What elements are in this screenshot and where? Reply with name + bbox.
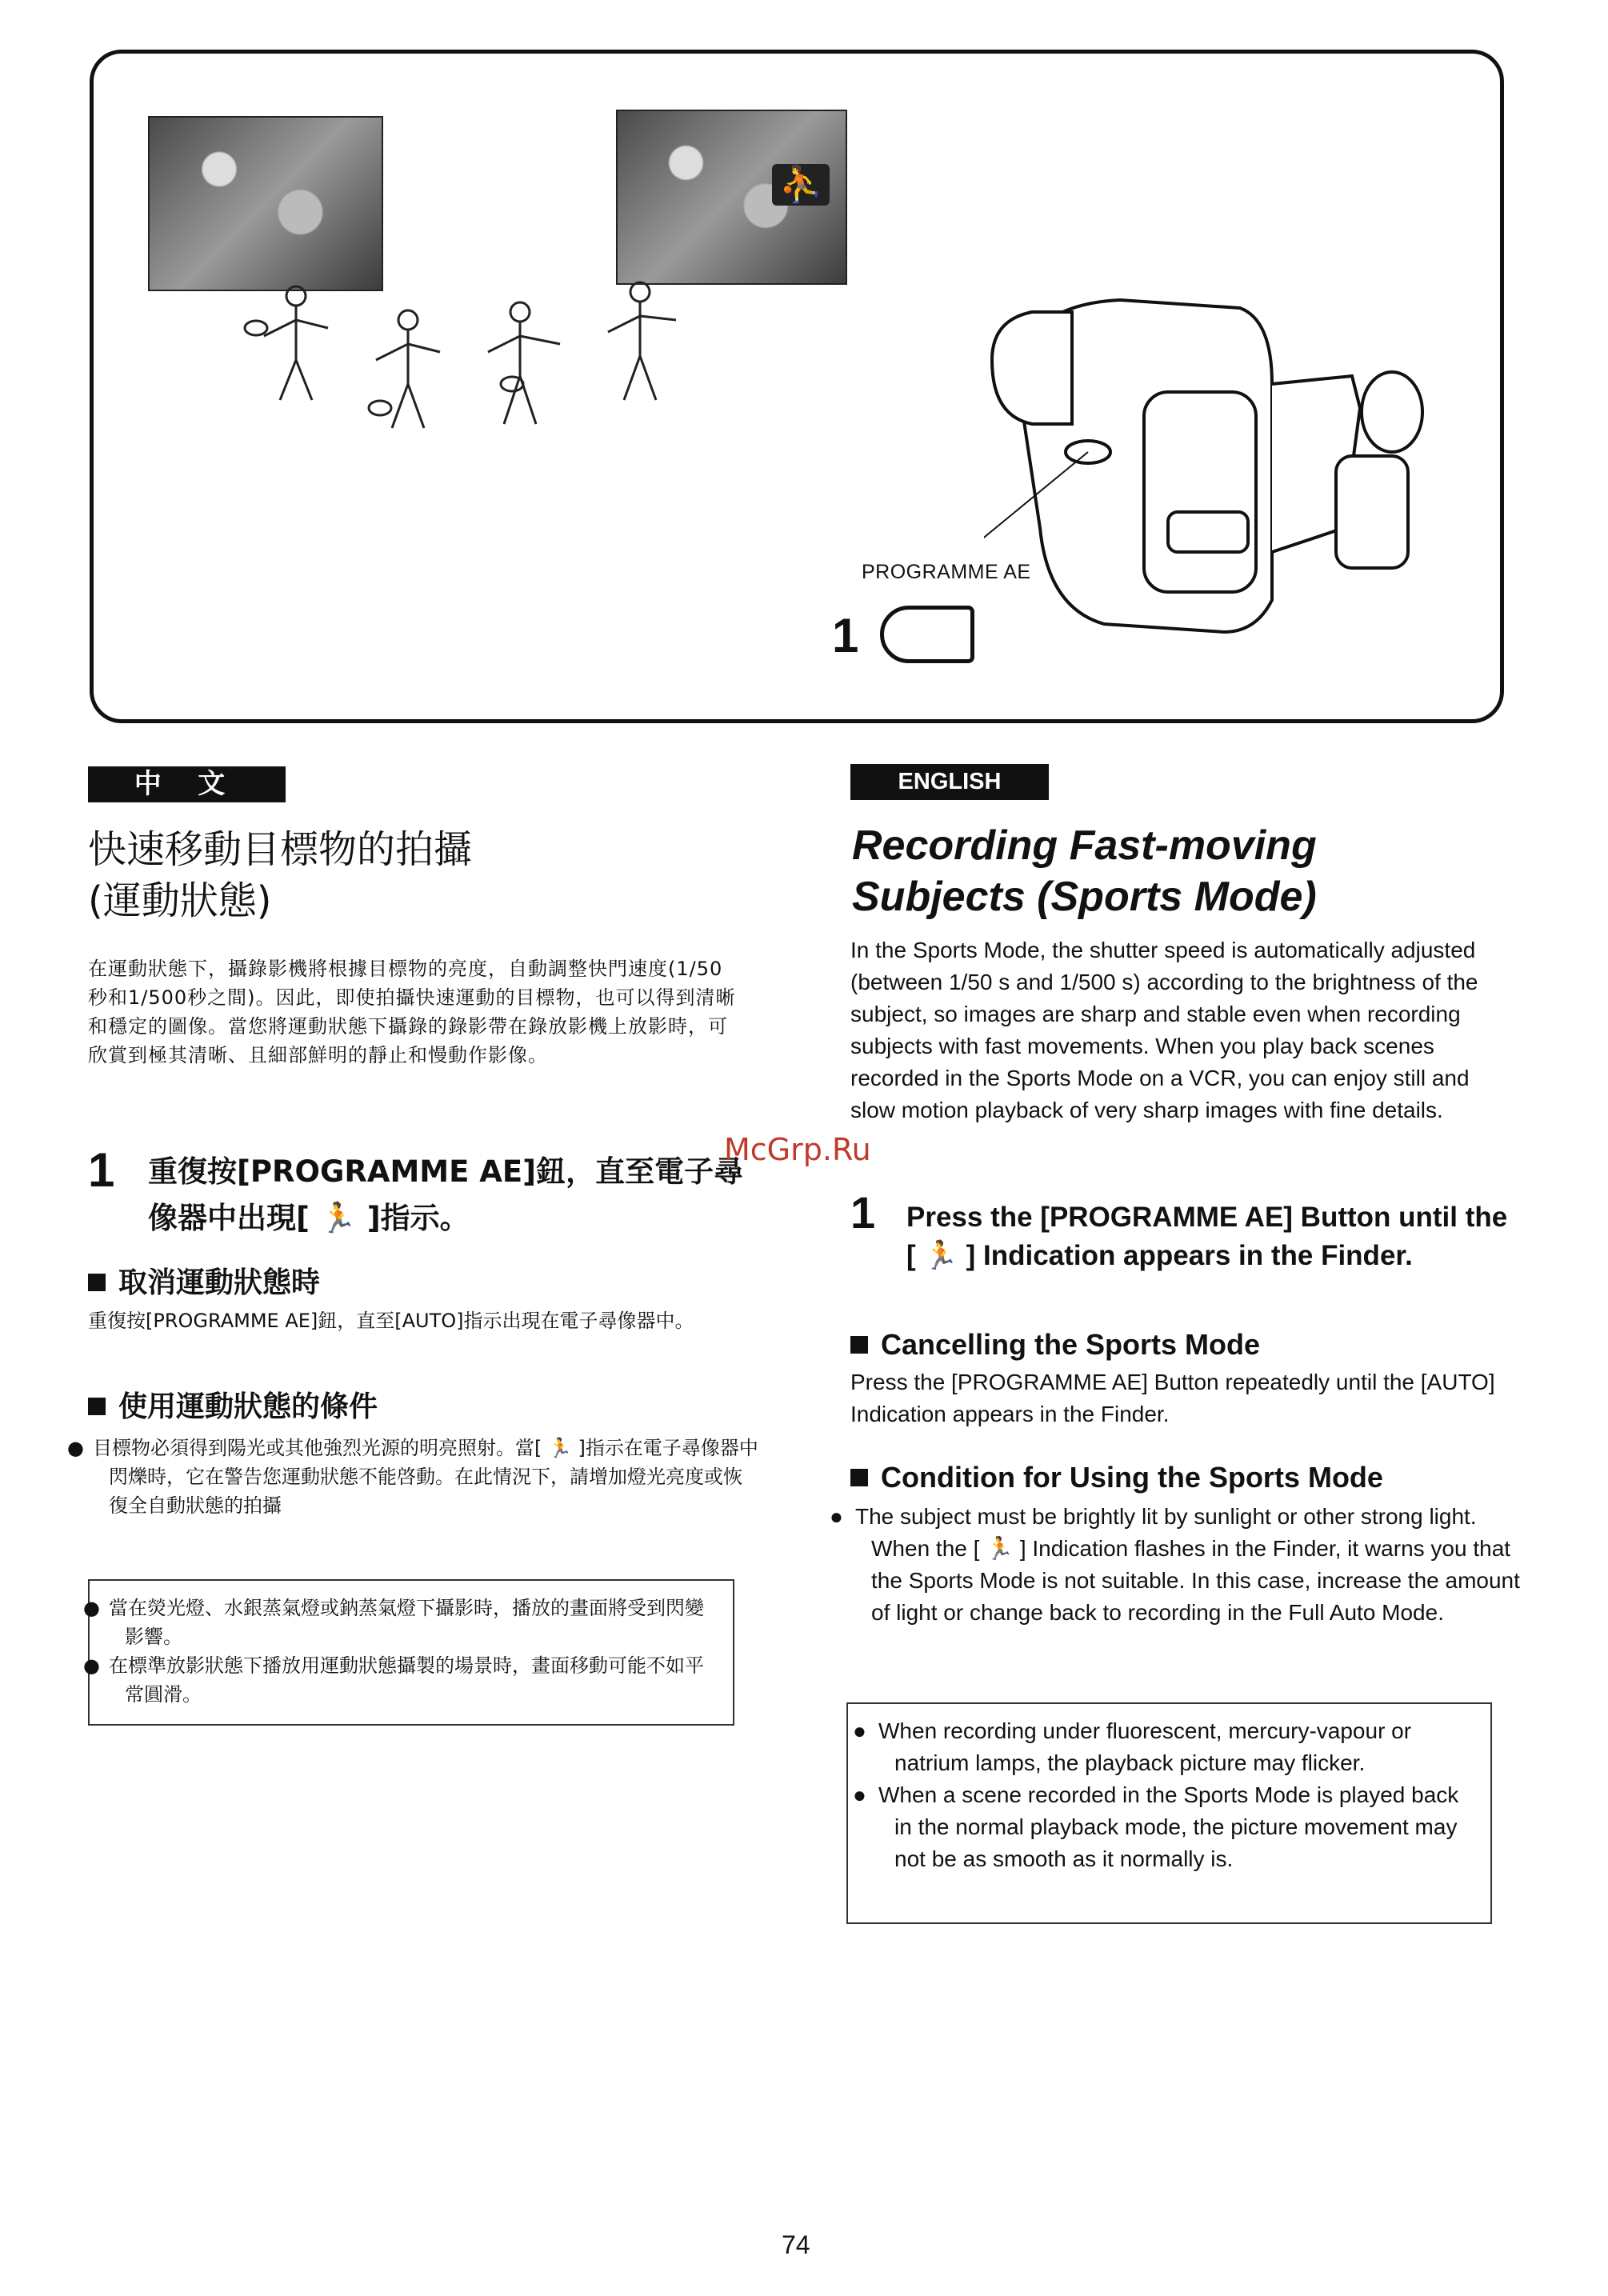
tennis-player-figure [608,282,676,400]
chinese-title-line1: 快速移動目標物的拍攝 [88,827,473,872]
chinese-condition-heading [88,1384,378,1425]
chinese-cancel-heading-text: 取消運動狀態時 [118,1266,321,1299]
english-cancel-text: Press the [PROGRAMME AE] Button repeatedly until the [AUTO] Indication appears in the Finder. [850,1370,1495,1426]
english-cancel-heading-text: Cancelling the Sports Mode [881,1328,1261,1361]
chinese-condition-heading-text: 使用運動狀態的條件 [118,1390,378,1423]
english-condition-heading-text: Condition for Using the Sports Mode [881,1461,1383,1494]
english-condition-text: ● The subject must be brightly lit by sunlight or other strong light. When the [ 🏃 ] Indication flashes in the Finder, it warns you that the Sports Mode is not suitable. In this case, increase the amount of light or change back to recording in the Full Auto Mode. [830,1504,1520,1625]
chinese-section-header: 中 文 [88,766,286,802]
watermark-link[interactable]: McGrp.Ru [724,1132,871,1167]
english-condition-heading [850,1461,1383,1494]
english-title-line2: Subjects (Sports Mode) [852,874,1317,920]
programme-ae-callout-label: PROGRAMME AE [862,561,1031,583]
chinese-cancel-heading [88,1260,320,1301]
chinese-step-number: 1 [88,1143,115,1197]
tennis-player-figure [369,310,440,428]
tennis-player-figure [488,302,560,424]
bullet-square-icon [850,1469,868,1486]
bullet-square-icon [88,1398,106,1415]
chinese-condition-text: ● 目標物必須得到陽光或其他強烈光源的明亮照射。當[ 🏃 ]指示在電子尋像器中閃爍時，它在警告您運動狀態不能啓動。在此情況下，請增加燈光亮度或恢復全自動狀態的拍攝 [67,1437,758,1517]
english-condition-text-body: The subject must be brightly lit by sunlight or other strong light. When the [ 🏃 ] Indication flashes in the Finder, it warns you that the Sports Mode is not suitable. In this case, increase the amount of light or change back to recording in the Full Auto Mode. [855,1504,1520,1625]
tennis-player-sequence [240,264,720,456]
chinese-body-text: 在運動狀態下，攝錄影機將根據目標物的亮度，自動調整快門速度(1/50秒和1/500秒之間)。因此，即使拍攝快速運動的目標物，也可以得到清晰和穩定的圖像。當您將運動狀態下攝錄的錄影帶在錄放影機上放影時，可欣賞到極其清晰、且細部鮮明的靜止和慢動作影像。 [88,958,736,1066]
english-note-item: ● When a scene recorded in the Sports Mode is played back in the normal playback mode, the picture movement may not be as smooth as it normally is. [853,1782,1459,1871]
chinese-title-line2: (運動狀態) [88,878,272,923]
bullet-square-icon [850,1336,868,1354]
english-section-header: ENGLISH [850,764,1049,800]
sports-mode-icon: ⛹ [772,164,830,206]
step-number-graphic: 1 [832,609,859,662]
chinese-cancel-text: 重復按[PROGRAMME AE]鈕，直至[AUTO]指示出現在電子尋像器中。 [88,1310,694,1332]
chinese-condition-text-body: 目標物必須得到陽光或其他強烈光源的明亮照射。當[ 🏃 ]指示在電子尋像器中閃爍時，它在警告您運動狀態不能啓動。在此情況下，請增加燈光亮度或恢復全自動狀態的拍攝 [93,1437,758,1517]
english-note-item: ● When recording under fluorescent, mercury-vapour or natrium lamps, the playback picture may flicker. [853,1718,1412,1775]
english-cancel-heading [850,1328,1260,1362]
english-title-line1: Recording Fast-moving [852,822,1317,869]
chinese-step-instruction: 重復按[PROGRAMME AE]鈕，直至電子尋像器中出現[ 🏃 ]指示。 [148,1154,744,1235]
english-body-text: In the Sports Mode, the shutter speed is automatically adjusted (between 1/50 s and 1/500 s) according to the brightness of the subject, so images are sharp and stable even when recording subjects with fast movements. When you play back scenes recorded in the Sports Mode on a VCR, you can enjoy still and slow motion playback of very sharp images with fine details. [850,938,1478,1122]
button-press-graphic [880,606,974,663]
camcorder-illustration [984,288,1432,664]
chinese-title [88,824,776,926]
chinese-note-box [83,1579,734,1726]
chinese-note-item: ● 當在熒光燈、水銀蒸氣燈或鈉蒸氣燈下攝影時，播放的畫面將受到閃變影響。 [83,1597,704,1648]
page-number: 74 [782,2230,810,2259]
english-title [852,820,1540,922]
tennis-player-figure [245,286,328,400]
english-note-box [846,1702,1492,1924]
bullet-square-icon [88,1274,106,1291]
chinese-note-item: ● 在標準放影狀態下播放用運動狀態攝製的場景時，畫面移動可能不如平常圓滑。 [83,1654,704,1706]
english-step-instruction: Press the [PROGRAMME AE] Button until the [ 🏃 ] Indication appears in the Finder. [906,1202,1508,1271]
english-step-number: 1 [850,1187,876,1238]
